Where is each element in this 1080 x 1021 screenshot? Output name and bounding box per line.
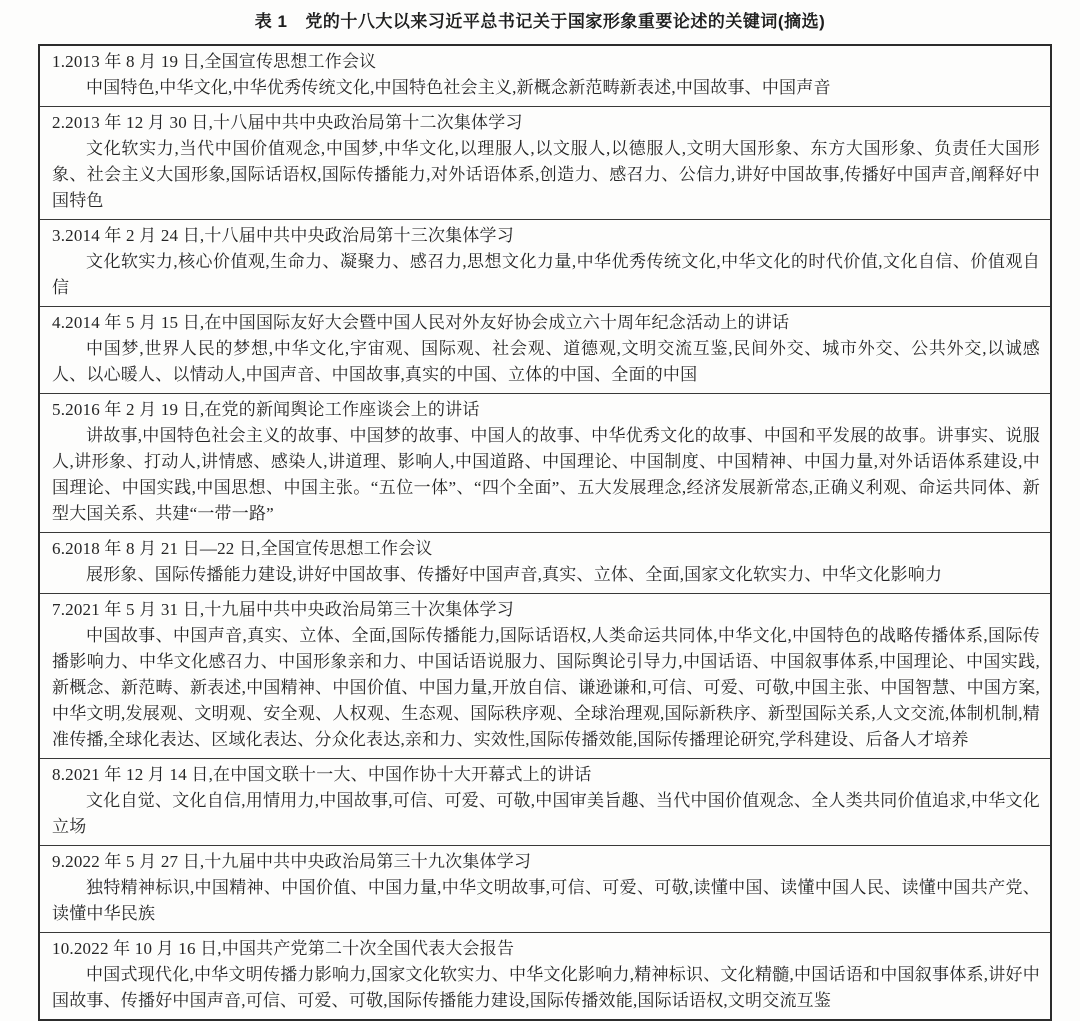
entry-heading: 6.2018 年 8 月 21 日—22 日,全国宣传思想工作会议 xyxy=(52,539,433,558)
table-row xyxy=(40,46,1050,107)
entry-keywords: 中国梦,世界人民的梦想,中华文化,宇宙观、国际观、社会观、道德观,文明交流互鉴,民间外交、城市外交、公共外交,以诚感人、以心暖人、以情动人,中国声音、中国故事,真实的中国、立体的中国、全面的中国 xyxy=(52,339,1040,384)
entry-heading: 1.2013 年 8 月 19 日,全国宣传思想工作会议 xyxy=(52,52,377,71)
entry-keywords: 中国特色,中华文化,中华优秀传统文化,中国特色社会主义,新概念新范畴新表述,中国故事、中国声音 xyxy=(86,78,831,97)
table-row xyxy=(40,394,1050,533)
entry-heading: 4.2014 年 5 月 15 日,在中国国际友好大会暨中国人民对外友好协会成立六十周年纪念活动上的讲话 xyxy=(52,313,790,332)
entry-keywords: 展形象、国际传播能力建设,讲好中国故事、传播好中国声音,真实、立体、全面,国家文化软实力、中华文化影响力 xyxy=(86,565,943,584)
table-row xyxy=(40,759,1050,846)
entry-heading: 3.2014 年 2 月 24 日,十八届中共中央政治局第十三次集体学习 xyxy=(52,226,514,245)
entry-keywords: 独特精神标识,中国精神、中国价值、中国力量,中华文明故事,可信、可爱、可敬,读懂中国、读懂中国人民、读懂中国共产党、读懂中华民族 xyxy=(52,878,1040,923)
entry-heading: 9.2022 年 5 月 27 日,十九届中共中央政治局第三十九次集体学习 xyxy=(52,852,532,871)
table-row xyxy=(40,307,1050,394)
table-row xyxy=(40,220,1050,307)
entry-keywords: 中国故事、中国声音,真实、立体、全面,国际传播能力,国际话语权,人类命运共同体,中华文化,中国特色的战略传播体系,国际传播影响力、中华文化感召力、中国形象亲和力、中国话语说服力、国际舆论引导力,中国话语、中国叙事体系,中国理论、中国实践,新概念、新范畴、新表述,中国精神、中国价值、中国力量,开放自信、谦逊谦和,可信、可爱、可敬,中国主张、中国智慧、中国方案,中华文明,发展观、文明观、安全观、人权观、生态观、国际秩序观、全球治理观,国际新秩序、新型国际关系,人文交流,体制机制,精准传播,全球化表达、区域化表达、分众化表达,亲和力、实效性,国际传播效能,国际传播理论研究,学科建设、后备人才培养 xyxy=(52,626,1040,749)
table-caption xyxy=(0,10,1080,34)
entry-keywords: 文化自觉、文化自信,用情用力,中国故事,可信、可爱、可敬,中国审美旨趣、当代中国价值观念、全人类共同价值追求,中华文化立场 xyxy=(52,791,1040,836)
keywords-table xyxy=(38,44,1052,1021)
entry-keywords: 文化软实力,核心价值观,生命力、凝聚力、感召力,思想文化力量,中华优秀传统文化,中华文化的时代价值,文化自信、价值观自信 xyxy=(52,252,1040,297)
table-row xyxy=(40,594,1050,759)
entry-heading: 5.2016 年 2 月 19 日,在党的新闻舆论工作座谈会上的讲话 xyxy=(52,400,480,419)
table-row xyxy=(40,107,1050,220)
table-caption-text: 党的十八大以来习近平总书记关于国家形象重要论述的关键词(摘选) xyxy=(305,12,826,31)
entry-heading: 7.2021 年 5 月 31 日,十九届中共中央政治局第三十次集体学习 xyxy=(52,600,514,619)
table-row xyxy=(40,846,1050,933)
entry-heading: 10.2022 年 10 月 16 日,中国共产党第二十次全国代表大会报告 xyxy=(52,939,515,958)
entry-keywords: 中国式现代化,中华文明传播力影响力,国家文化软实力、中华文化影响力,精神标识、文化精髓,中国话语和中国叙事体系,讲好中国故事、传播好中国声音,可信、可爱、可敬,国际传播能力建设,国际传播效能,国际话语权,文明交流互鉴 xyxy=(52,965,1040,1010)
entry-heading: 8.2021 年 12 月 14 日,在中国文联十一大、中国作协十大开幕式上的讲话 xyxy=(52,765,592,784)
entry-keywords: 讲故事,中国特色社会主义的故事、中国梦的故事、中国人的故事、中华优秀文化的故事、中国和平发展的故事。讲事实、说服人,讲形象、打动人,讲情感、感染人,讲道理、影响人,中国道路、中国理论、中国制度、中国精神、中国力量,对外话语体系建设,中国理论、中国实践,中国思想、中国主张。“五位一体”、“四个全面”、五大发展理念,经济发展新常态,正确义利观、命运共同体、新型大国关系、共建“一带一路” xyxy=(52,426,1040,523)
entry-heading: 2.2013 年 12 月 30 日,十八届中共中央政治局第十二次集体学习 xyxy=(52,113,523,132)
table-row xyxy=(40,933,1050,1019)
table-caption-label: 表 1 xyxy=(254,12,288,31)
table-row xyxy=(40,533,1050,594)
entry-keywords: 文化软实力,当代中国价值观念,中国梦,中华文化,以理服人,以文服人,以德服人,文明大国形象、东方大国形象、负责任大国形象、社会主义大国形象,国际话语权,国际传播能力,对外话语体系,创造力、感召力、公信力,讲好中国故事,传播好中国声音,阐释好中国特色 xyxy=(52,139,1040,210)
